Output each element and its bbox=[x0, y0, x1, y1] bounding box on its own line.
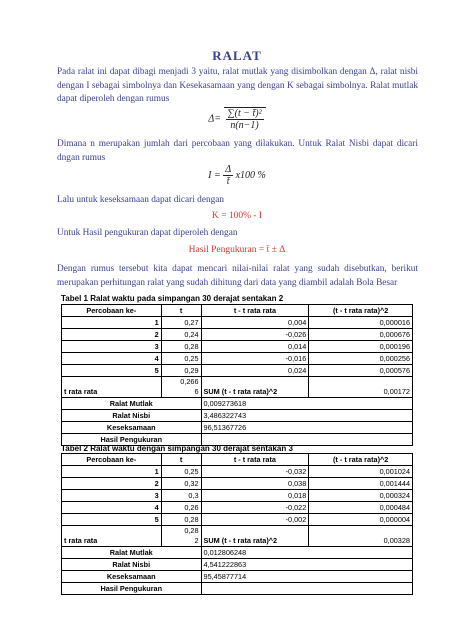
page-title: RALAT bbox=[212, 48, 262, 63]
formula-keseksamaan: K = 100% - I bbox=[211, 211, 263, 221]
table-cell: 0,000196 bbox=[309, 341, 413, 353]
formula1-lhs: Δ= bbox=[208, 113, 222, 125]
table2-header-cell: t - t rata rata bbox=[201, 454, 309, 466]
sum-label: SUM (t - t rata rata)^2 bbox=[201, 526, 309, 547]
table-cell: 0,26 bbox=[161, 502, 201, 514]
table-cell: 4 bbox=[62, 353, 162, 365]
table-row bbox=[62, 353, 413, 365]
summary-label: Ralat Nisbi bbox=[62, 559, 202, 571]
table-cell: 0,000004 bbox=[309, 514, 413, 526]
table1-header-row bbox=[62, 305, 413, 317]
paragraph-2: Dimana n merupakan jumlah dari percobaan yang dilakukan. Untuk Ralat Nisbi dapat dicari dngan rumus bbox=[57, 139, 418, 163]
table-cell: -0,016 bbox=[201, 353, 309, 365]
mean-value-top: 0,266 bbox=[180, 377, 199, 386]
table-cell: 0,024 bbox=[201, 365, 309, 377]
sum-label: SUM (t - t rata rata)^2 bbox=[201, 377, 309, 398]
table-cell: 2 bbox=[62, 478, 162, 490]
summary-label: Keseksamaan bbox=[62, 571, 202, 583]
table-cell: -0,026 bbox=[201, 329, 309, 341]
table-cell: 2 bbox=[62, 329, 162, 341]
table-row bbox=[62, 365, 413, 377]
table1-mean-row bbox=[62, 377, 413, 398]
intro-paragraph: Pada ralat ini dapat dibagi menjadi 3 yaitu, ralat mutlak yang disimbolkan dengan Δ, ralat nisbi dengan I sebagai simbolnya dan Kesekasamaan yang dengan K sebagai simbolnya. Ralat mutlak dapat diperoleh dengan rumus bbox=[57, 67, 418, 105]
table-row bbox=[62, 466, 413, 478]
table-cell: 0,25 bbox=[161, 466, 201, 478]
table1-header-cell: Percobaan ke- bbox=[62, 305, 162, 317]
summary-value: 0,012806248 bbox=[201, 547, 412, 559]
formula2-lhs: I = bbox=[208, 169, 221, 181]
formula-ralat-nisbi bbox=[0, 164, 474, 187]
table-cell: 5 bbox=[62, 514, 162, 526]
formula1-numerator: ∑(t − t̄)² bbox=[227, 108, 262, 119]
summary-row bbox=[62, 583, 413, 595]
formula1-denominator: n(n−1) bbox=[230, 120, 259, 131]
table-cell: 5 bbox=[62, 365, 162, 377]
summary-label: Hasil Pengukuran bbox=[62, 583, 202, 595]
table-cell: 4 bbox=[62, 502, 162, 514]
table-row bbox=[62, 514, 413, 526]
table-cell: 0,001024 bbox=[309, 466, 413, 478]
table2 bbox=[61, 453, 413, 595]
summary-row bbox=[62, 559, 413, 571]
table-row bbox=[62, 478, 413, 490]
table-cell: 0,3 bbox=[161, 490, 201, 502]
table-cell: 3 bbox=[62, 490, 162, 502]
summary-label: Ralat Mutlak bbox=[62, 398, 202, 410]
sum-value: 0,00172 bbox=[309, 377, 413, 398]
mean-value-bottom: 6 bbox=[194, 387, 199, 396]
mean-value bbox=[161, 526, 201, 547]
mean-value-top: 0,28 bbox=[184, 526, 199, 535]
table-cell: 0,038 bbox=[201, 478, 309, 490]
table-cell: 0,24 bbox=[161, 329, 201, 341]
mean-value-bottom: 2 bbox=[194, 536, 199, 545]
table-cell: -0,022 bbox=[201, 502, 309, 514]
table-cell: 0,27 bbox=[161, 317, 201, 329]
table2-header-cell: (t - t rata rata)^2 bbox=[309, 454, 413, 466]
table-row bbox=[62, 341, 413, 353]
summary-label: Hasil Pengukuran bbox=[62, 434, 202, 446]
sqrt-sign bbox=[224, 107, 266, 131]
summary-value: 96,51367726 bbox=[201, 422, 412, 434]
table-cell: 0,000484 bbox=[309, 502, 413, 514]
table2-header-cell: t bbox=[161, 454, 201, 466]
summary-row bbox=[62, 410, 413, 422]
table2-caption: Tabel 2 Ralat waktu dengan simpangan 30 derajat sentakan 3 bbox=[61, 444, 293, 453]
summary-value: 95,45877714 bbox=[201, 571, 412, 583]
formula2-denominator: t̄ bbox=[226, 176, 230, 187]
mean-value bbox=[161, 377, 201, 398]
table-cell: 0,000576 bbox=[309, 365, 413, 377]
table1-header-cell: t bbox=[161, 305, 201, 317]
formula2-rhs: x100 % bbox=[235, 169, 266, 181]
table1-header-cell: t - t rata rata bbox=[201, 305, 309, 317]
table-cell: 0,32 bbox=[161, 478, 201, 490]
summary-value bbox=[201, 583, 412, 595]
sum-value: 0,00328 bbox=[309, 526, 413, 547]
formula-ralat-mutlak bbox=[0, 107, 474, 131]
table-cell: 0,018 bbox=[201, 490, 309, 502]
table1-caption: Tabel 1 Ralat waktu pada simpangan 30 derajat sentakan 2 bbox=[61, 294, 284, 303]
table-row bbox=[62, 490, 413, 502]
table-cell: 0,000016 bbox=[309, 317, 413, 329]
summary-row bbox=[62, 398, 413, 410]
summary-label: Ralat Mutlak bbox=[62, 547, 202, 559]
table-row bbox=[62, 317, 413, 329]
table-cell: 3 bbox=[62, 341, 162, 353]
mean-label: t rata rata bbox=[62, 377, 162, 398]
formula2-numerator: Δ bbox=[225, 164, 232, 175]
table1 bbox=[61, 304, 413, 446]
table-cell: 0,000324 bbox=[309, 490, 413, 502]
formula-hasil-pengukuran: Hasil Pengukuran = t̄ ± Δ bbox=[188, 245, 286, 255]
table-row bbox=[62, 502, 413, 514]
table2-mean-row bbox=[62, 526, 413, 547]
summary-value: 0,009273618 bbox=[201, 398, 412, 410]
table-cell: 0,000256 bbox=[309, 353, 413, 365]
summary-label: Keseksamaan bbox=[62, 422, 202, 434]
paragraph-5: Dengan rumus tersebut kita dapat mencari nilai-nilai ralat yang sudah disebutkan, berikut merupakan perhitungan ralat yang sudah dihitung dari data yang diambil adalah Bola Besar bbox=[57, 264, 418, 288]
table-cell: 0,000676 bbox=[309, 329, 413, 341]
table-cell: 1 bbox=[62, 317, 162, 329]
table-cell: 0,004 bbox=[201, 317, 309, 329]
table-cell: 1 bbox=[62, 466, 162, 478]
mean-label: t rata rata bbox=[62, 526, 162, 547]
summary-row bbox=[62, 571, 413, 583]
table-cell: -0,002 bbox=[201, 514, 309, 526]
table-cell: 0,25 bbox=[161, 353, 201, 365]
table2-header-row bbox=[62, 454, 413, 466]
table-row bbox=[62, 329, 413, 341]
summary-value: 4,541222863 bbox=[201, 559, 412, 571]
table-cell: -0,032 bbox=[201, 466, 309, 478]
table1-header-cell: (t - t rata rata)^2 bbox=[309, 305, 413, 317]
summary-label: Ralat Nisbi bbox=[62, 410, 202, 422]
table-cell: 0,29 bbox=[161, 365, 201, 377]
summary-value: 3,486322743 bbox=[201, 410, 412, 422]
table-cell: 0,001444 bbox=[309, 478, 413, 490]
paragraph-4: Untuk Hasil pengukuran dapat diperoleh dengan bbox=[57, 228, 238, 238]
table2-header-cell: Percobaan ke- bbox=[62, 454, 162, 466]
summary-row bbox=[62, 547, 413, 559]
table-cell: 0,014 bbox=[201, 341, 309, 353]
table-cell: 0,28 bbox=[161, 341, 201, 353]
paragraph-3: Lalu untuk keseksamaan dapat dicari dengan bbox=[57, 195, 225, 205]
summary-row bbox=[62, 422, 413, 434]
table-cell: 0,28 bbox=[161, 514, 201, 526]
